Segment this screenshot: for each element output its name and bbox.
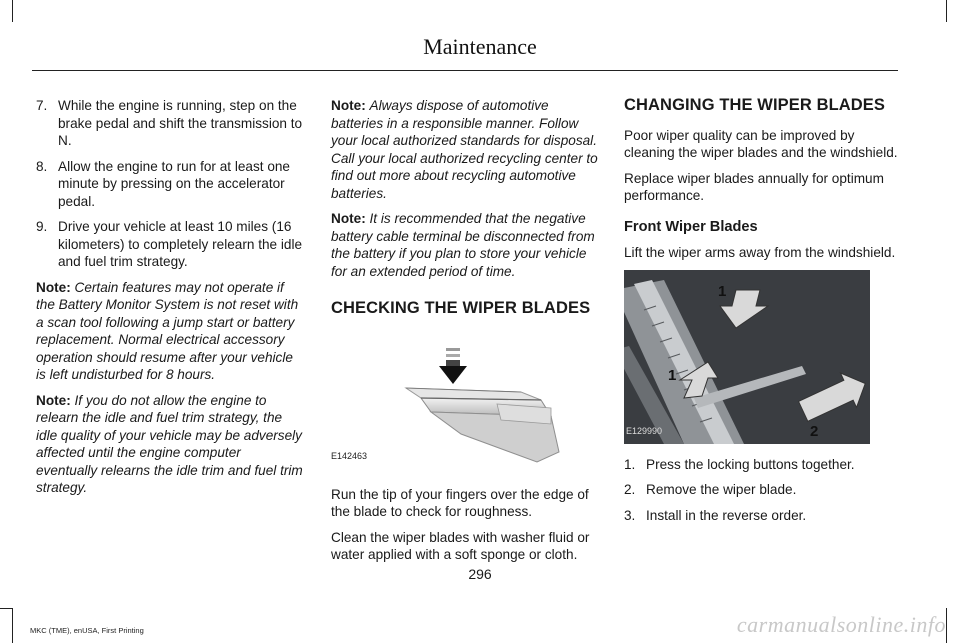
page-number: 296 [468, 566, 492, 582]
section-heading-changing: CHANGING THE WIPER BLADES [624, 96, 886, 114]
callout-2: 2 [810, 422, 819, 440]
edition-info: MKC (TME), enUSA, First Printing [30, 626, 144, 635]
list-item [624, 456, 900, 474]
paragraph-poor-quality: Poor wiper quality can be improved by cleaning the wiper blades and the windshield. [624, 127, 898, 160]
crop-mark-bottom-left-h [0, 608, 12, 609]
paragraph-clean-blades: Clean the wiper blades with washer fluid or water applied with a soft sponge or cloth. [331, 529, 590, 562]
list-item [624, 507, 900, 525]
column-3 [624, 97, 900, 532]
step-text: Allow the engine to run for at least one minute by pressing on the accelerator pedal. [58, 158, 290, 209]
step-text: Remove the wiper blade. [646, 482, 797, 497]
note-label: Note: [331, 211, 366, 226]
section-heading-checking: CHECKING THE WIPER BLADES [331, 299, 591, 317]
step-number: 2. [624, 482, 636, 497]
remove-arrow-icon [795, 365, 870, 428]
column-2 [331, 97, 601, 572]
callout-1-bottom: 1 [668, 366, 677, 384]
callout-1-top: 1 [718, 282, 727, 300]
crop-mark-top-left-v [12, 0, 13, 22]
steps-list [624, 456, 900, 525]
note-idle-relearn [36, 392, 304, 497]
crop-mark-top-right-v [946, 0, 947, 22]
note-text: It is recommended that the negative battery cable terminal be disconnected from the battery if you plan to store your vehicle for an extended period of time. [331, 211, 595, 279]
note-text: If you do not allow the engine to relearn the idle and fuel trim strategy, the idle quality of your vehicle may be adversely affected until the engine computer eventually relearns the idle trim and fuel trim strategy. [36, 392, 303, 495]
wiper-removal-drawing [624, 270, 870, 444]
crop-mark-bottom-right-v [946, 608, 947, 643]
crop-mark-bottom-left-v [12, 608, 13, 643]
step-text: Drive your vehicle at least 10 miles (16 kilometers) to completely relearn the idle and fuel trim strategy. [58, 219, 303, 269]
note-label: Note: [36, 279, 71, 295]
note-label: Note: [331, 98, 366, 113]
note-text: Certain features may not operate if the Battery Monitor System is not reset with a scan tool following a jump start or battery replacement. Normal electrical accessory operation should resume after your vehicle is left undisturbed for 8 hours. [36, 279, 299, 382]
list-item [36, 218, 304, 271]
list-item [36, 97, 304, 150]
step-number: 8. [36, 158, 48, 174]
note-battery-storage [331, 210, 601, 280]
watermark: carmanualsonline.info [736, 612, 946, 637]
page-title: Maintenance [423, 34, 537, 59]
list-item [624, 481, 900, 499]
paragraph-replace-annually: Replace wiper blades annually for optimum performance. [624, 170, 884, 203]
step-number: 7. [36, 98, 48, 113]
step-text: Press the locking buttons together. [646, 456, 855, 472]
wiper-removal-illustration [624, 270, 870, 444]
subheading-front-wiper: Front Wiper Blades [624, 218, 758, 235]
paragraph-check-roughness: Run the tip of your fingers over the edge of the blade to check for roughness. [331, 486, 589, 519]
header-divider [32, 70, 898, 71]
step-number: 3. [624, 507, 636, 523]
step-number: 1. [624, 456, 636, 472]
step-text: Install in the reverse order. [646, 507, 807, 523]
note-label: Note: [36, 392, 71, 408]
wiper-blade-drawing [401, 330, 601, 470]
press-arrow-icon [720, 290, 768, 328]
note-text: Always dispose of automotive batteries in a responsible manner. Follow your local authorized standards for disposal. Call your local authorized recycling center to find out more about recycling automotive batteries. [331, 98, 598, 201]
figure-label: E129990 [626, 426, 663, 436]
note-battery-disposal [331, 97, 601, 202]
note-battery-monitor [36, 279, 304, 384]
paragraph-lift-arms: Lift the wiper arms away from the windshield. [624, 245, 896, 260]
step-text: While the engine is running, step on the brake pedal and shift the transmission to N. [58, 98, 303, 148]
step-number: 9. [36, 219, 48, 234]
list-item [36, 158, 304, 211]
down-arrow-icon [439, 366, 467, 384]
column-1 [36, 97, 304, 505]
wiper-blade-illustration [331, 330, 601, 470]
steps-list [36, 97, 304, 271]
figure-label: E142463 [331, 451, 368, 461]
